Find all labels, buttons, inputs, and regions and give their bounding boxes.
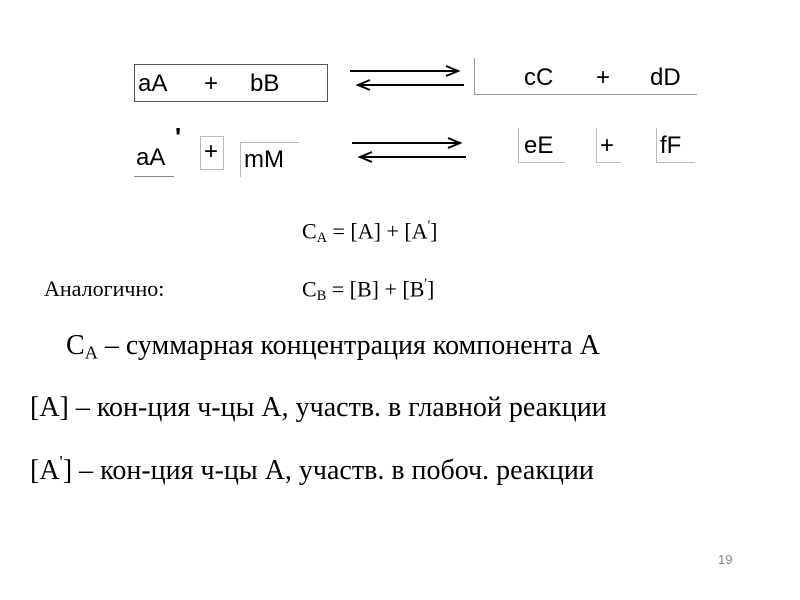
formula-ca-rest2: ] [430,218,438,244]
reaction1-left-term1: aA [138,70,168,97]
reaction1-left-plus: + [204,70,219,97]
formula-ca [302,218,438,247]
definition-a-side-close: ] [62,454,73,486]
definition-a-side-prime: ' [59,452,63,472]
reaction1-right-plus: + [596,64,611,91]
reaction2-left-plus: + [204,138,219,165]
reaction2-right-term2: fF [660,132,682,159]
reaction2-right-term1: eE [524,132,554,159]
definition-a-main-text: – кон-ция ч-цы А, участв. в главной реакции [68,392,607,423]
reaction2-left-term2: mM [244,146,284,173]
definition-ca [66,330,600,364]
reaction1-right-term2: dD [650,64,681,91]
formula-ca-rest1: = [A] + [A [327,218,428,244]
definition-a-main-bracket: [A] [30,392,69,423]
formula-ca-c: C [302,218,317,244]
reaction2-equilibrium-arrows-icon [350,136,470,166]
reaction1-right-term1: cC [524,64,554,91]
formula-cb-prime: ' [424,276,427,292]
definition-ca-sub: A [84,342,98,363]
definition-a-main [30,392,607,424]
page-number: 19 [718,552,733,567]
reaction1-left-term2: bB [250,70,280,97]
formula-ca-sub: A [316,230,328,247]
definition-a-side [30,452,594,487]
definition-ca-c: C [66,330,85,361]
reaction2-right-plus: + [600,132,615,159]
definition-a-side-text: – кон-ция ч-цы А, участв. в побоч. реакции [72,454,594,486]
formula-cb-sub: B [316,288,327,305]
reaction1-equilibrium-arrows-icon [348,64,468,94]
reaction2-left-prime: ' [175,122,182,152]
formula-cb-rest2: ] [426,276,435,302]
analog-label: Аналогично: [44,276,165,301]
reaction2-left-term1: aA [136,144,166,171]
formula-ca-prime: ' [427,218,431,234]
definition-a-side-open: [A [30,454,60,486]
definition-ca-text: – суммарная концентрация компонента A [97,330,600,361]
formula-cb [302,276,434,305]
formula-cb-c: C [302,276,317,302]
formula-cb-rest1: = [B] + [B [326,276,425,302]
